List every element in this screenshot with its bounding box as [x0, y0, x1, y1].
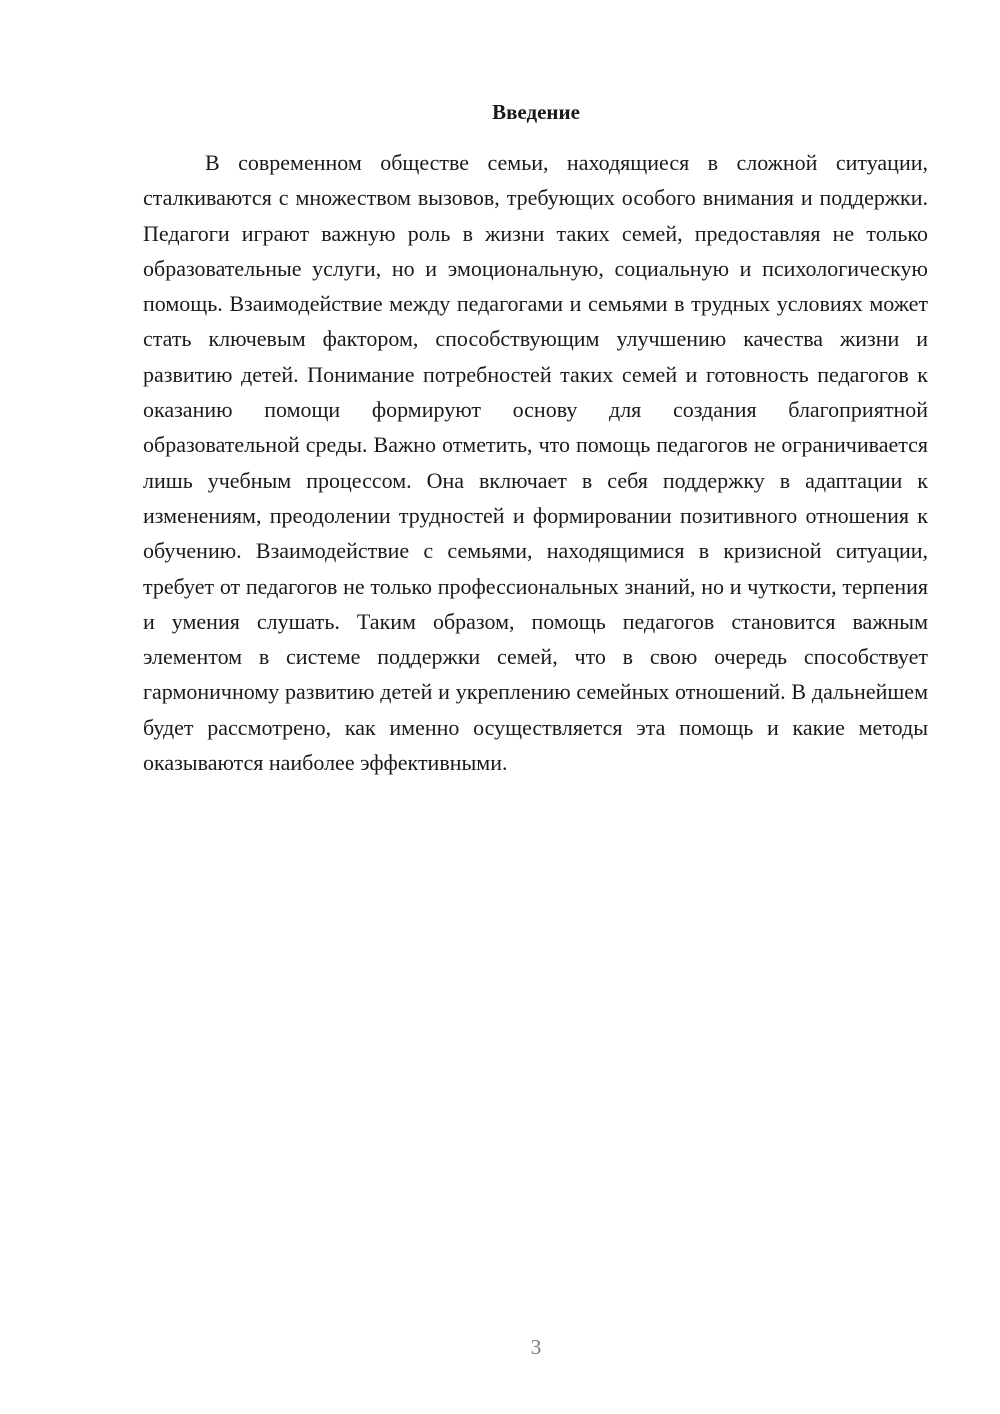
- section-heading: Введение: [492, 100, 580, 124]
- page-number: 3: [530, 1335, 542, 1359]
- body-paragraph: В современном обществе семьи, находящиеся в сложной ситуации, сталкиваются с множеством вызовов, требующих особого внимания и поддержки. Педагоги играют важную роль в жизни таких семей, предоставляя не только образовательные услуги, но и эмоциональную, социальную и психологическую помощь. Взаимодействие между педагогами и семьями в трудных условиях может стать ключевым фактором, способствующим улучшению качества жизни и развитию детей. Понимание потребностей таких семей и готовность педагогов к оказанию помощи формируют основу для создания благоприятной образовательной среды. Важно отметить, что помощь педагогов не ограничивается лишь учебным процессом. Она включает в себя поддержку в адаптации к изменениям, преодолении трудностей и формировании позитивного отношения к обучению. Взаимодействие с семьями, находящимися в кризисной ситуации, требует от педагогов не только профессиональных знаний, но и чуткости, терпения и умения слушать. Таким образом, помощь педагогов становится важным элементом в системе поддержки семей, что в свою очередь способствует гармоничному развитию детей и укреплению семейных отношений. В дальнейшем будет рассмотрено, как именно осуществляется эта помощь и какие методы оказываются наиболее эффективными.: [143, 150, 928, 776]
